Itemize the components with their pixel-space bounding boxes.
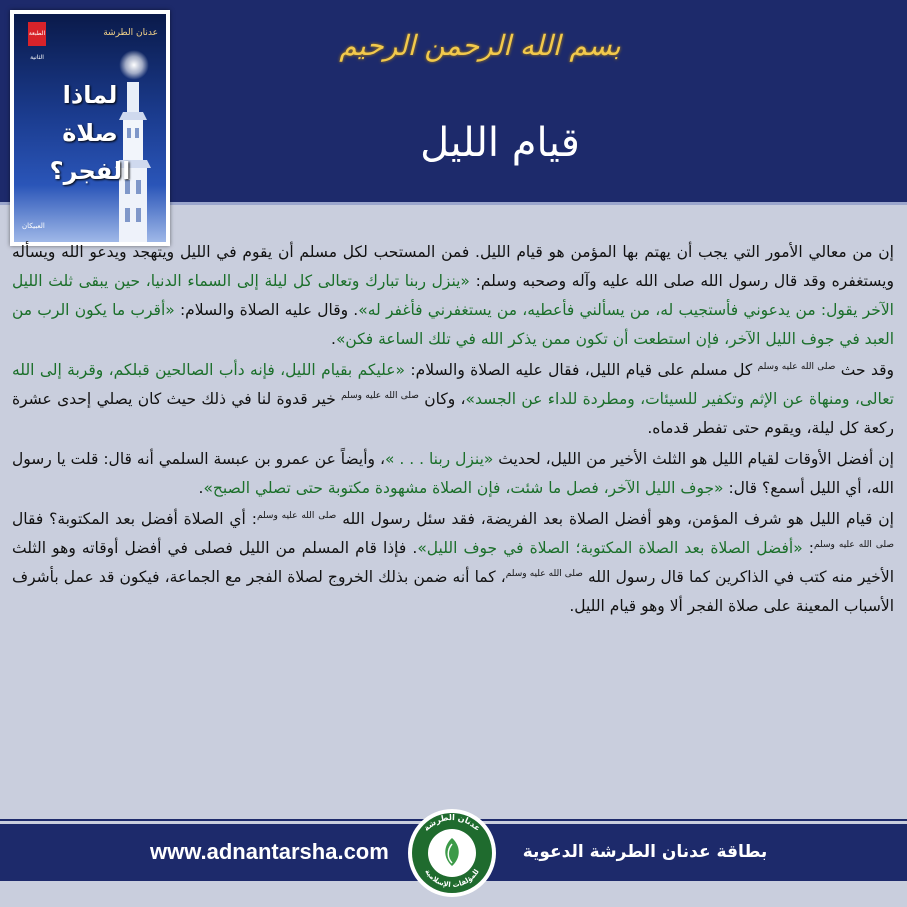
cover-author: عدنان الطرشة (103, 28, 158, 38)
pbuh-honorific: صلى الله عليه وسلم (341, 390, 419, 401)
paragraph-text: إن قيام الليل هو شرف المؤمن، وهو أفضل الصلاة بعد الفريضة، فقد سئل رسول الله (336, 510, 894, 528)
paragraph-1 (12, 238, 894, 354)
paragraph-text: إن من معالي الأمور التي يجب أن يهتم بها المؤمن هو قيام الليل. فمن المستحب لكل مسلم أن يقوم في الليل ويتهجد ويدعو الله ويسأله ويستغفره وقد قال رسول الله صلى الله عليه وآله وصحبه وسلم: (12, 243, 894, 290)
svg-text:عدنان الطرشة (422, 813, 482, 833)
hadith-quote: «ينزل ربنا تبارك وتعالى كل ليلة إلى السماء الدنيا، حين يبقى ثلث الليل الآخر يقول: من يدعوني فأستجيب له، من يسألني فأعطيه، من يستغفرني فأغفر له» (12, 272, 894, 319)
article-body (12, 238, 894, 818)
paragraph-text: : أي الصلاة أفضل بعد المكتوبة؟ فقال (12, 510, 257, 528)
pbuh-honorific: صلى الله عليه وسلم (757, 361, 836, 372)
svg-text:للمؤلفات الإسلامية (423, 868, 481, 889)
paragraph-text: إن أفضل الأوقات لقيام الليل هو الثلث الأخير من الليل، لحديث (493, 450, 894, 468)
website-link[interactable]: www.adnantarsha.com (150, 839, 389, 864)
paragraph-3 (12, 445, 894, 503)
hadith-quote: «أقرب ما يكون الرب من العبد في جوف الليل الآخر، فإن استطعت أن تكون ممن يذكر الله في تلك الساعة فكن» (12, 301, 894, 348)
paragraph-text: . (331, 330, 336, 348)
hadith-quote: «ينزل ربنا . . . » (384, 450, 494, 468)
pbuh-honorific: صلى الله عليه وسلم (814, 539, 894, 550)
paragraph-text: ، كما أنه ضمن بذلك الخروج لصلاة الفجر مع الجماعة، فيكون قد عمل بأشرف الأسباب المعينة على صلاة الفجر ألا وهو قيام الليل. (12, 568, 894, 615)
edition-badge: الطبعة الثانية (28, 22, 46, 46)
paragraph-2 (12, 356, 894, 443)
pbuh-honorific: صلى الله عليه وسلم (505, 568, 583, 579)
paragraph-text: . (198, 479, 204, 497)
cover-title-line3: الفجر؟ (49, 157, 131, 185)
paragraph-text: خير قدوة لنا في ذلك حيث كان يصلي إحدى عشرة ركعة كل ليلة، ويقوم حتى تفطر قدماه. (12, 390, 894, 437)
paragraph-text: . وقال عليه الصلاة والسلام: (174, 301, 359, 319)
paragraph-4: إن قيام الليل هو شرف المؤمن، وهو أفضل الصلاة بعد الفريضة، فقد سئل رسول الله $^{صلى الله عليه وسلم}$: أي الصلاة أفضل بعد المكتوبة؟ فقال $^{صلى الله عليه وسلم}$: «أفضل الصلاة بعد الصلاة المكتوبة؛ الصلاة في جوف الليل». فإذا قام المسلم من الليل فصلى في أفضل أوقاته وهو الثلث الأخير منه كتب في الذاكرين كما قال رسول الله $^{صلى الله عليه وسلم}$، كما أنه ضمن بذلك الخروج لصلاة الفجر مع الجماعة، فيكون قد عمل بأشرف الأسباب المعينة على صلاة الفجر ألا وهو قيام الليل. (12, 510, 895, 615)
paragraph-text: . فإذا قام المسلم من الليل فصلى في أفضل أوقاته وهو الثلث الأخير منه كتب في الذاكرين كما قال رسول الله (12, 539, 895, 586)
basmala-calligraphy: بسم الله الرحمن الرحيم (339, 28, 621, 62)
logo-text-top: عدنان الطرشة (421, 812, 483, 833)
hadith-quote: «عليكم بقيام الليل، فإنه دأب الصالحين قبلكم، وقربة إلى الله تعالى، ومنهاة عن الإثم وتكفير للسيئات، ومطردة للداء عن الجسد» (12, 361, 894, 408)
paragraph-text: ، وأيضاً عن عمرو بن عبسة السلمي أنه قال: قلت يا رسول الله، أي الليل أسمع؟ قال: (12, 450, 894, 497)
cover-title (20, 76, 160, 196)
cover-title-line1: لماذا (62, 81, 118, 109)
paragraph-text: كل مسلم على قيام الليل، فقال عليه الصلاة والسلام: (405, 361, 758, 379)
hadith-quote: «جوف الليل الآخر، فصل ما شئت، فإن الصلاة مشهودة مكتوبة حتى تصلي الصبح» (203, 479, 724, 497)
pbuh-honorific: صلى الله عليه وسلم (256, 510, 337, 521)
hadith-quote: «أفضل الصلاة بعد الصلاة المكتوبة؛ الصلاة في جوف الليل» (417, 539, 803, 557)
paragraph-text: ، وكان (418, 390, 466, 408)
book-cover (10, 10, 170, 246)
card-label: بطاقة عدنان الطرشة الدعوية (522, 842, 768, 862)
logo-seal-text (407, 808, 497, 898)
book-cover-art (14, 14, 166, 242)
logo-text-bottom: للمؤلفات الإسلامية (423, 867, 481, 890)
paragraph-text: وقد حث (835, 361, 894, 379)
cover-title-line2: صلاة (62, 119, 118, 147)
page-title: قيام الليل (420, 120, 580, 166)
cover-publisher: العبيكان (22, 222, 45, 230)
